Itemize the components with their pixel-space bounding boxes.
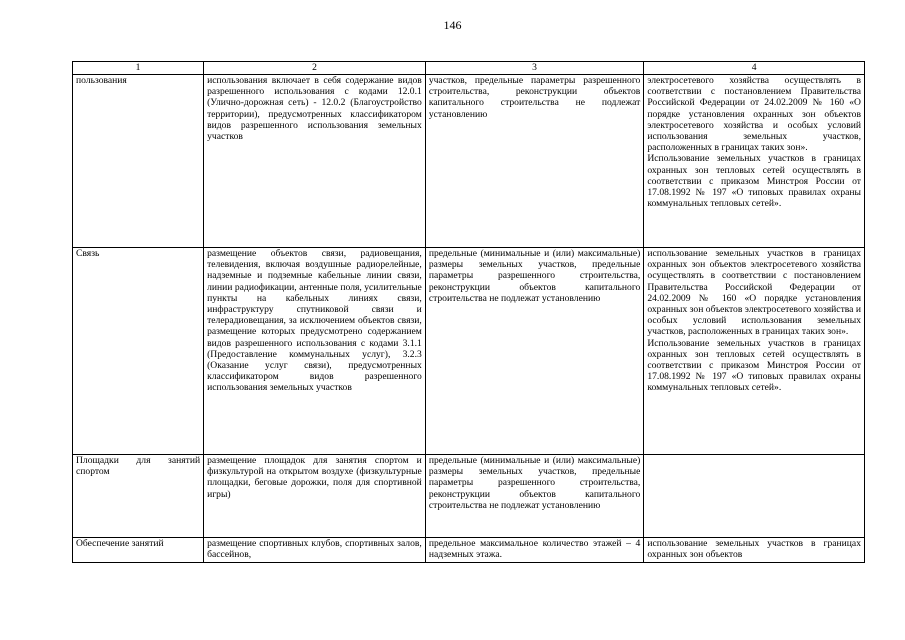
row-name-cell: Связь <box>73 248 204 455</box>
table-row <box>73 538 865 563</box>
restrictions-paragraph: использование земельных участков в границах охранных зон объектов электросетевого хозяйства осуществлять в соответствии с постановлением Правительства Российской Федерации от 24.02.2009 № 160 «О порядке установления охранных зон объектов электросетевого хозяйства и особых условий использования земельных участков, расположенных в границах таких зон». <box>647 248 861 338</box>
parameters-cell: предельное максимальное количество этажей – 4 надземных этажа. <box>425 538 644 563</box>
parameters-cell: предельные (минимальные и (или) максимальные) размеры земельных участков, предельные параметры разрешенного строительства, реконструкции объектов капитального строительства не подлежат установлению <box>425 248 644 455</box>
parameters-cell: предельные (минимальные и (или) максимальные) размеры земельных участков, предельные параметры разрешенного строительства, реконструкции объектов капитального строительства не подлежат установлению <box>425 455 644 538</box>
row-name-cell: пользования <box>73 75 204 248</box>
column-header: 4 <box>644 62 865 75</box>
table-header-row <box>73 62 865 75</box>
restrictions-paragraph: электросетевого хозяйства осуществлять в соответствии с постановлением Правительства Российской Федерации от 24.02.2009 № 160 «О порядке установления охранных зон объектов электросетевого хозяйства и особых условий использования земельных участков, расположенных в границах таких зон». <box>647 75 861 154</box>
page-number: 146 <box>443 18 462 32</box>
table-row <box>73 75 865 248</box>
permitted-use-cell: размещение площадок для занятия спортом и физкультурой на открытом воздухе (физкультурные площадки, беговые дорожки, поля для спортивной игры) <box>204 455 426 538</box>
restrictions-cell <box>644 538 865 563</box>
restrictions-cell <box>644 455 865 538</box>
column-header: 2 <box>204 62 426 75</box>
permitted-use-cell: использования включает в себя содержание видов разрешенного использования с кодами 12.0.1 (Улично-дорожная сеть) - 12.0.2 (Благоустройство территории), предусмотренных классификатором видов разрешенного использования земельных участков <box>204 75 426 248</box>
restrictions-paragraph: Использование земельных участков в границах охранных зон тепловых сетей осуществлять в соответствии с приказом Минстроя России от 17.08.1992 № 197 «О типовых правилах охраны коммунальных тепловых сетей». <box>647 153 861 210</box>
table-row <box>73 455 865 538</box>
parameters-cell: участков, предельные параметры разрешенного строительства, реконструкции объектов капитального строительства не подлежат установлению <box>425 75 644 248</box>
row-name-cell: Площадки для занятий спортом <box>73 455 204 538</box>
restrictions-cell <box>644 248 865 455</box>
restrictions-cell <box>644 75 865 248</box>
column-header: 1 <box>73 62 204 75</box>
table-row <box>73 248 865 455</box>
zoning-table <box>72 61 865 563</box>
column-header: 3 <box>425 62 644 75</box>
permitted-use-cell: размещение спортивных клубов, спортивных залов, бассейнов, <box>204 538 426 563</box>
restrictions-paragraph: Использование земельных участков в границах охранных зон тепловых сетей осуществлять в соответствии с приказом Минстроя России от 17.08.1992 № 197 «О типовых правилах охраны коммунальных тепловых сетей». <box>647 337 861 394</box>
row-name-cell: Обеспечение занятий <box>73 538 204 563</box>
restrictions-paragraph: использование земельных участков в границах охранных зон объектов <box>647 538 861 561</box>
permitted-use-cell: размещение объектов связи, радиовещания, телевидения, включая воздушные радиорелейные, надземные и подземные кабельные линии связи, линии радиофикации, антенные поля, усилительные пункты на кабельных линиях связи, инфраструктуру спутниковой связи и телерадиовещания, за исключением объектов связи, размещение которых предусмотрено содержанием видов разрешенного использования с кодами 3.1.1 (Предоставление коммунальных услуг), 3.2.3 (Оказание услуг связи), предусмотренных классификатором видов разрешенного использования земельных участков <box>204 248 426 455</box>
